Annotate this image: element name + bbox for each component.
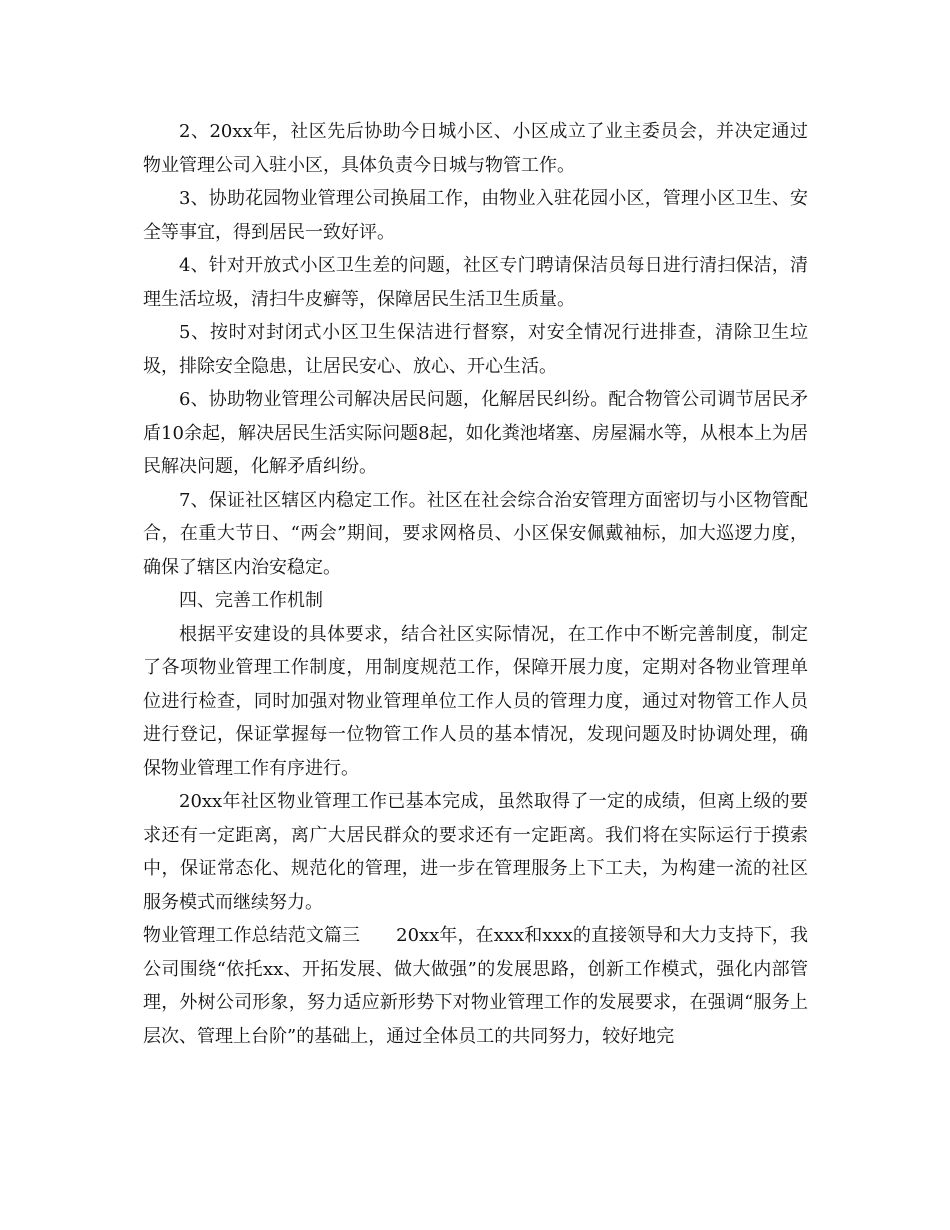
article-title: 物业管理工作总结范文篇三 <box>143 925 361 946</box>
paragraph-item-2: 2、20xx年，社区先后协助今日城小区、小区成立了业主委员会，并决定通过物业管理公司入驻小区，具体负责今日城与物管工作。 <box>143 121 808 176</box>
paragraph-item-4: 4、针对开放式小区卫生差的问题，社区专门聘请保洁员每日进行清扫保洁，清理生活垃圾，清扫牛皮癣等，保障居民生活卫生质量。 <box>143 255 808 310</box>
paragraph-item-3: 3、协助花园物业管理公司换届工作，由物业入驻花园小区，管理小区卫生、安全等事宜，得到居民一致好评。 <box>143 188 808 243</box>
document-body <box>143 115 808 1053</box>
paragraph-article-three <box>143 919 808 1053</box>
paragraph-item-7: 7、保证社区辖区内稳定工作。社区在社会综合治安管理方面密切与小区物管配合，在重大节日、“两会”期间，要求网格员、小区保安佩戴袖标，加大巡逻力度，确保了辖区内治安稳定。 <box>143 489 808 578</box>
section-heading-four: 四、完善工作机制 <box>179 590 323 611</box>
paragraph-item-5: 5、按时对封闭式小区卫生保洁进行督察，对安全情况行进排查，清除卫生垃圾，排除安全隐患，让居民安心、放心、开心生活。 <box>143 322 808 377</box>
paragraph-item-6: 6、协助物业管理公司解决居民问题，化解居民纠纷。配合物管公司调节居民矛盾10余起，解决居民生活实际问题8起，如化粪池堵塞、房屋漏水等，从根本上为居民解决问题，化解矛盾纠纷。 <box>143 389 808 477</box>
paragraph-mechanism: 根据平安建设的具体要求，结合社区实际情况，在工作中不断完善制度，制定了各项物业管理工作制度，用制度规范工作，保障开展力度，定期对各物业管理单位进行检查，同时加强对物业管理单位工作人员的管理力度，通过对物管工作人员进行登记，保证掌握每一位物管工作人员的基本情况，发现问题及时协调处理，确保物业管理工作有序进行。 <box>143 623 808 779</box>
paragraph-summary: 20xx年社区物业管理工作已基本完成，虽然取得了一定的成绩，但离上级的要求还有一定距离，离广大居民群众的要求还有一定距离。我们将在实际运行于摸索中，保证常态化、规范化的管理，进一步在管理服务上下工夫，为构建一流的社区服务模式而继续努力。 <box>143 791 808 913</box>
article-three-text: 20xx年，在xxx和xxx的直接领导和大力支持下，我公司围绕“依托xx、开拓发展、做大做强”的发展思路，创新工作模式，强化内部管理，外树公司形象，努力适应新形势下对物业管理工作的发展要求，在强调“服务上层次、管理上台阶”的基础上，通过全体员工的共同努力，较好地完 <box>143 925 809 1047</box>
